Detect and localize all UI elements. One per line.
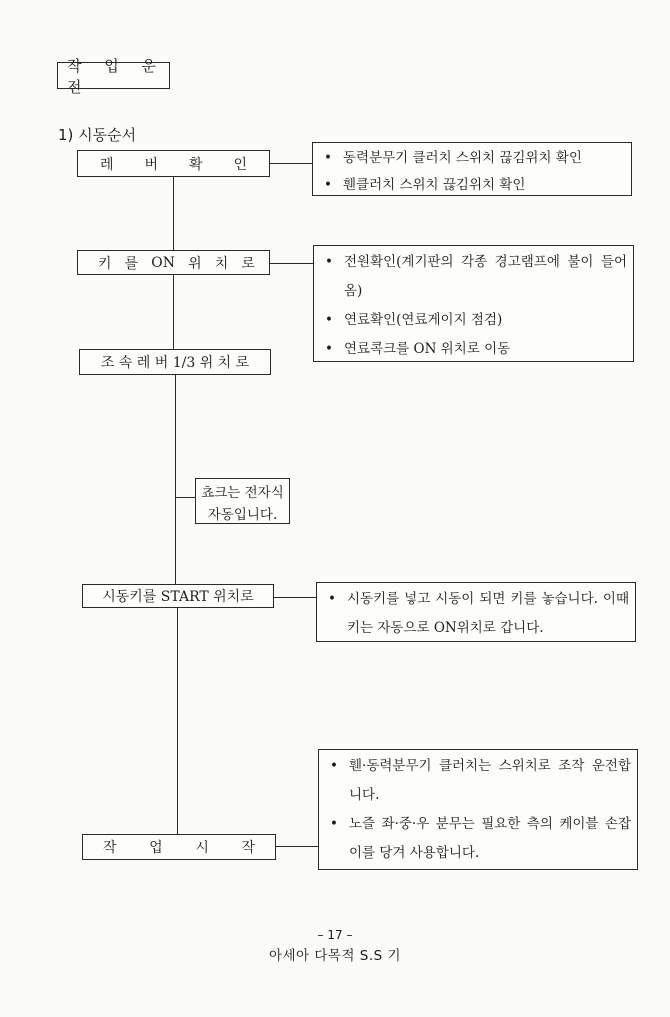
note-item: • 연료콕크를 ON 위치로 이동 [325, 341, 511, 357]
page-title: 작 업 운 전 [57, 62, 170, 89]
step-char: 확 [188, 156, 203, 173]
flow-line-3 [175, 375, 176, 584]
choke-line: 자동입니다. [207, 507, 278, 523]
connector-choke [175, 497, 195, 498]
section-heading: 1) 시동순서 [58, 126, 137, 144]
step-key-on [77, 250, 270, 275]
note-operation [318, 749, 638, 870]
page-number: – 17 – [317, 928, 353, 942]
step-work-start [82, 834, 276, 860]
step-char: ON [151, 254, 176, 271]
note-power-fuel [313, 245, 634, 362]
note-item: • 시동키를 넣고 시동이 되면 키를 놓습니다. 이때 키는 자동으로 ON위치로 갑니다. [328, 591, 629, 636]
note-item: • 노즐 좌·중·우 분무는 필요한 측의 케이블 손잡이를 당겨 사용합니다. [330, 816, 631, 861]
connector-2 [270, 263, 313, 264]
note-item: • 연료확인(연료게이지 점검) [325, 312, 503, 328]
flow-line-1 [173, 177, 174, 250]
step-char: 위 [188, 255, 202, 272]
note-item: • 휀클러치 스위치 끊김위치 확인 [324, 177, 526, 193]
step-char: 키 [98, 255, 112, 272]
step-char: 를 [124, 255, 139, 272]
connector-1 [269, 163, 312, 164]
connector-4 [276, 846, 318, 847]
note-clutch-check [312, 142, 632, 196]
step-char: 레 [100, 156, 114, 173]
note-item: • 동력분무기 클러치 스위치 끊김위치 확인 [324, 150, 582, 166]
step-char: 작 [103, 840, 117, 856]
connector-3 [274, 597, 316, 598]
step-char: 시 [195, 840, 209, 856]
step-char: 업 [149, 840, 163, 856]
step-key-start: 시동키를 START 위치로 [82, 584, 274, 608]
footer-brand: 아세아 다목적 S.S 기 [268, 948, 402, 964]
step-throttle: 조 속 레 버 1/3 위 치 로 [79, 349, 271, 375]
note-item: • 휀·동력분무기 클러치는 스위치로 조작 운전합니다. [330, 758, 631, 803]
step-char: 치 [214, 255, 229, 272]
note-choke [195, 478, 290, 524]
step-char: 인 [233, 156, 247, 173]
step-char: 버 [144, 156, 159, 173]
step-lever-check [77, 150, 270, 177]
flow-line-4 [177, 608, 178, 834]
step-char: 작 [241, 840, 255, 856]
note-item: • 전원확인(계기판의 각종 경고램프에 불이 들어옴) [325, 254, 627, 299]
choke-line: 쵸크는 전자식 [201, 485, 284, 501]
note-start [316, 582, 636, 642]
step-char: 로 [241, 255, 255, 272]
flow-line-2 [173, 275, 174, 349]
